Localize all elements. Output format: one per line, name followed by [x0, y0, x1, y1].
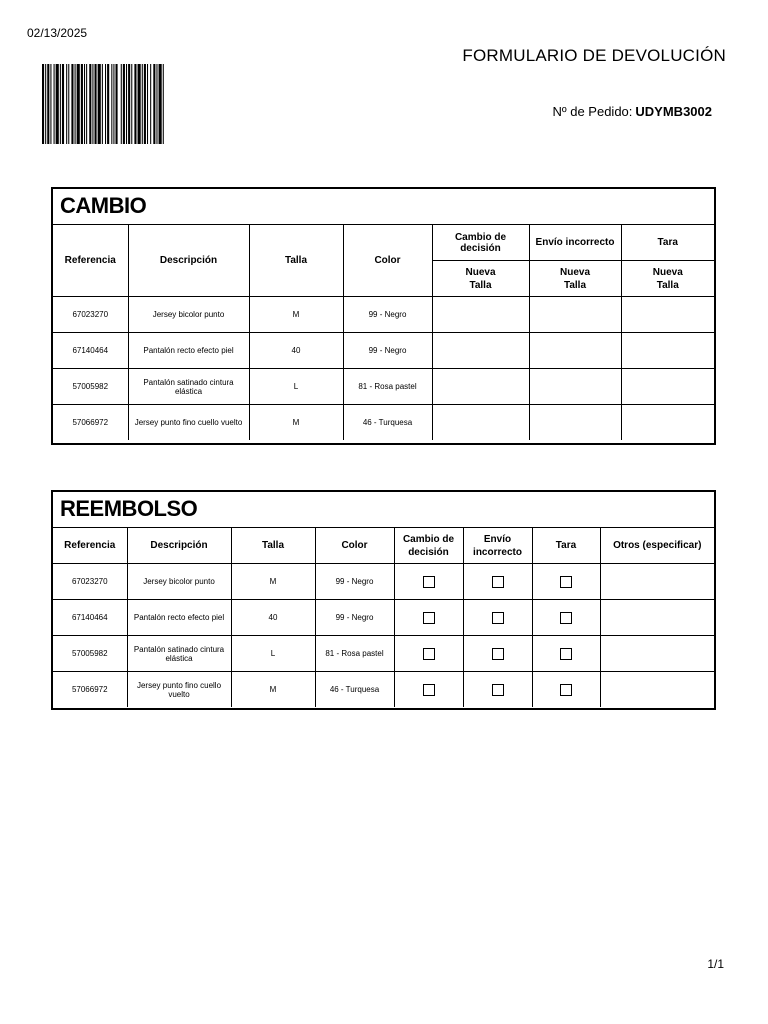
- print-date: 02/13/2025: [27, 26, 88, 40]
- cambio-title: CAMBIO: [53, 189, 714, 225]
- order-number-value: UDYMB3002: [635, 104, 712, 119]
- table-row: [53, 297, 714, 333]
- col-descripcion: Descripción: [128, 225, 249, 297]
- cell-color: 99 - Negro: [343, 297, 432, 333]
- cambio-decision-checkbox[interactable]: [423, 648, 435, 660]
- col-talla: Talla: [231, 528, 315, 564]
- cell-referencia: 67140464: [53, 600, 127, 636]
- new-size-field[interactable]: [432, 297, 529, 333]
- cell-talla: L: [231, 636, 315, 672]
- cell-descripcion: Jersey punto fino cuello vuelto: [127, 672, 231, 708]
- col-descripcion: Descripción: [127, 528, 231, 564]
- col-nueva-talla: Nueva Talla: [621, 261, 714, 297]
- table-row: [53, 672, 714, 708]
- otros-field[interactable]: [600, 600, 714, 636]
- col-color: Color: [343, 225, 432, 297]
- cell-talla: M: [231, 564, 315, 600]
- form-title: FORMULARIO DE DEVOLUCIÓN: [462, 46, 726, 65]
- new-size-field[interactable]: [621, 333, 714, 369]
- cell-talla: M: [249, 297, 343, 333]
- cambio-decision-checkbox[interactable]: [423, 576, 435, 588]
- new-size-field[interactable]: [529, 297, 621, 333]
- cell-color: 81 - Rosa pastel: [315, 636, 394, 672]
- cell-talla: 40: [231, 600, 315, 636]
- col-nueva-talla: Nueva Talla: [529, 261, 621, 297]
- cambio-section: [51, 187, 716, 445]
- cell-talla: M: [249, 405, 343, 441]
- cell-descripcion: Pantalón satinado cintura elástica: [128, 369, 249, 405]
- cell-descripcion: Jersey punto fino cuello vuelto: [128, 405, 249, 441]
- reembolso-table: [53, 528, 714, 707]
- cell-descripcion: Jersey bicolor punto: [127, 564, 231, 600]
- cell-referencia: 57005982: [53, 636, 127, 672]
- tara-checkbox[interactable]: [560, 648, 572, 660]
- col-talla: Talla: [249, 225, 343, 297]
- tara-checkbox[interactable]: [560, 684, 572, 696]
- cell-descripcion: Pantalón recto efecto piel: [128, 333, 249, 369]
- cell-color: 99 - Negro: [315, 564, 394, 600]
- cell-referencia: 57005982: [53, 369, 128, 405]
- envio-incorrecto-checkbox[interactable]: [492, 576, 504, 588]
- new-size-field[interactable]: [621, 369, 714, 405]
- cell-referencia: 67023270: [53, 297, 128, 333]
- cell-talla: L: [249, 369, 343, 405]
- cell-referencia: 67023270: [53, 564, 127, 600]
- table-row: [53, 333, 714, 369]
- barcode: [42, 64, 220, 144]
- cell-descripcion: Pantalón satinado cintura elástica: [127, 636, 231, 672]
- col-referencia: Referencia: [53, 528, 127, 564]
- col-nueva-talla: Nueva Talla: [432, 261, 529, 297]
- order-number-field: [552, 104, 712, 119]
- new-size-field[interactable]: [432, 333, 529, 369]
- cell-color: 46 - Turquesa: [343, 405, 432, 441]
- tara-checkbox[interactable]: [560, 612, 572, 624]
- reembolso-section: [51, 490, 716, 710]
- cell-descripcion: Jersey bicolor punto: [128, 297, 249, 333]
- new-size-field[interactable]: [529, 369, 621, 405]
- cambio-decision-checkbox[interactable]: [423, 684, 435, 696]
- envio-incorrecto-checkbox[interactable]: [492, 612, 504, 624]
- page-number: 1/1: [707, 957, 724, 971]
- cell-descripcion: Pantalón recto efecto piel: [127, 600, 231, 636]
- otros-field[interactable]: [600, 636, 714, 672]
- reembolso-title: REEMBOLSO: [53, 492, 714, 528]
- table-row: [53, 564, 714, 600]
- col-tara: Tara: [532, 528, 600, 564]
- cell-color: 81 - Rosa pastel: [343, 369, 432, 405]
- new-size-field[interactable]: [621, 297, 714, 333]
- col-tara: Tara: [621, 225, 714, 261]
- new-size-field[interactable]: [529, 333, 621, 369]
- col-envio-incorrecto: Envío incorrecto: [529, 225, 621, 261]
- cambio-decision-checkbox[interactable]: [423, 612, 435, 624]
- table-row: [53, 600, 714, 636]
- order-number-label: Nº de Pedido:: [552, 104, 633, 119]
- tara-checkbox[interactable]: [560, 576, 572, 588]
- col-envio-incorrecto: Envío incorrecto: [463, 528, 532, 564]
- new-size-field[interactable]: [432, 405, 529, 441]
- cambio-table: [53, 225, 714, 440]
- new-size-field[interactable]: [529, 405, 621, 441]
- col-cambio-decision: Cambio de decisión: [432, 225, 529, 261]
- table-row: [53, 636, 714, 672]
- col-color: Color: [315, 528, 394, 564]
- envio-incorrecto-checkbox[interactable]: [492, 648, 504, 660]
- otros-field[interactable]: [600, 672, 714, 708]
- col-otros: Otros (especificar): [600, 528, 714, 564]
- envio-incorrecto-checkbox[interactable]: [492, 684, 504, 696]
- otros-field[interactable]: [600, 564, 714, 600]
- table-row: [53, 405, 714, 441]
- col-cambio-decision: Cambio de decisión: [394, 528, 463, 564]
- cell-color: 99 - Negro: [343, 333, 432, 369]
- cell-talla: M: [231, 672, 315, 708]
- new-size-field[interactable]: [432, 369, 529, 405]
- cell-referencia: 57066972: [53, 672, 127, 708]
- col-referencia: Referencia: [53, 225, 128, 297]
- cell-referencia: 67140464: [53, 333, 128, 369]
- cell-referencia: 57066972: [53, 405, 128, 441]
- cell-talla: 40: [249, 333, 343, 369]
- table-row: [53, 369, 714, 405]
- new-size-field[interactable]: [621, 405, 714, 441]
- cell-color: 99 - Negro: [315, 600, 394, 636]
- cell-color: 46 - Turquesa: [315, 672, 394, 708]
